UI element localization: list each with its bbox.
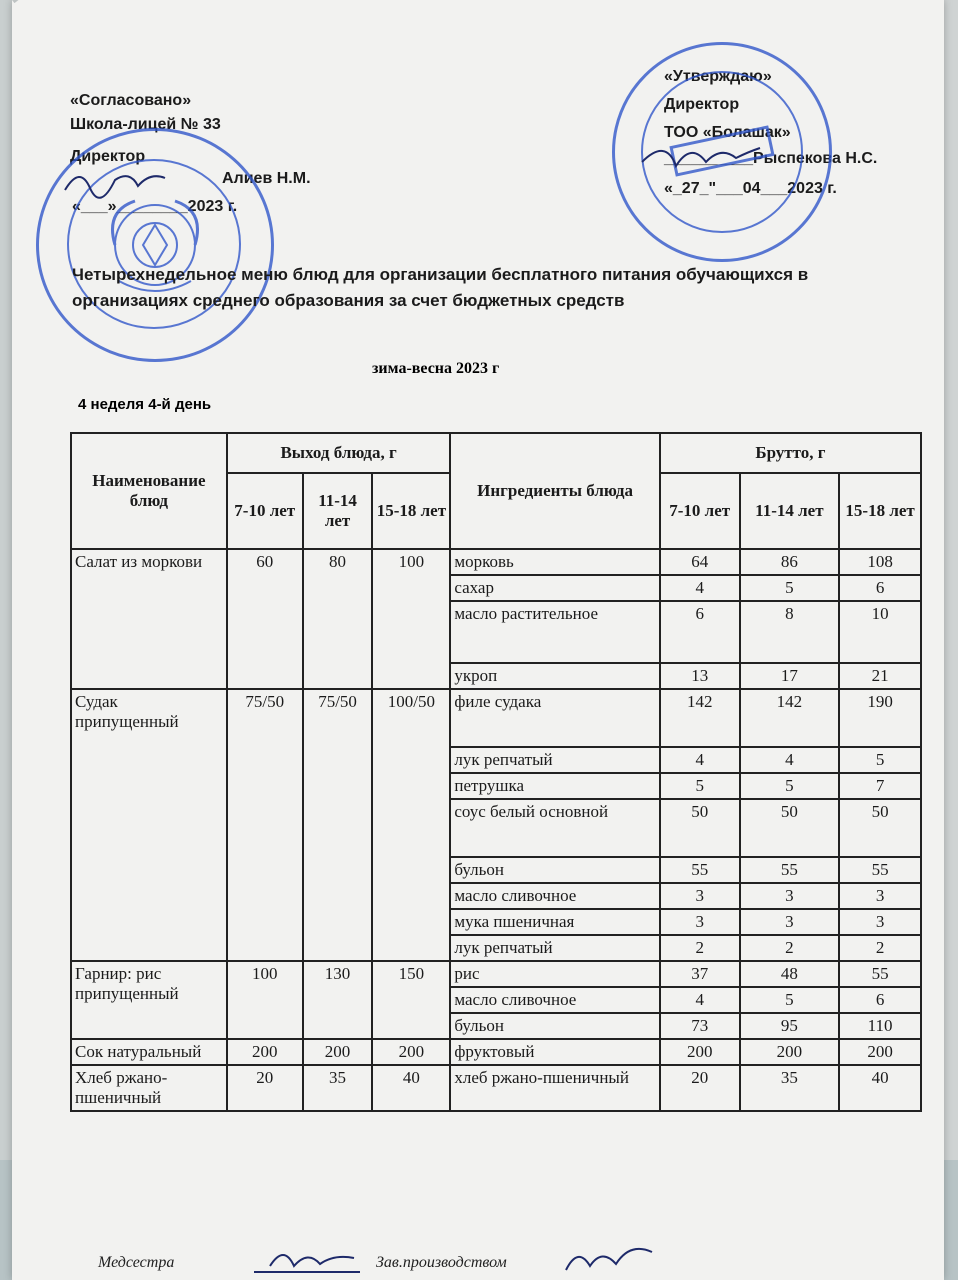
header-age-3: 15-18 лет xyxy=(372,473,450,549)
gross-value-cell: 55 xyxy=(839,857,921,883)
gross-value-cell: 55 xyxy=(660,857,740,883)
gross-value-cell: 50 xyxy=(740,799,840,857)
gross-value-cell: 5 xyxy=(660,773,740,799)
gross-value-cell: 35 xyxy=(740,1065,840,1111)
gross-value-cell: 86 xyxy=(740,549,840,575)
dish-output-cell: 75/50 xyxy=(303,689,373,961)
ingredient-name-cell: лук репчатый xyxy=(450,935,659,961)
dish-output-cell: 130 xyxy=(303,961,373,1039)
dish-output-cell: 75/50 xyxy=(227,689,303,961)
gross-value-cell: 5 xyxy=(839,747,921,773)
dish-output-cell: 200 xyxy=(227,1039,303,1065)
ingredient-name-cell: бульон xyxy=(450,857,659,883)
ingredient-name-cell: хлеб ржано-пшеничный xyxy=(450,1065,659,1111)
dish-name-cell: Салат из моркови xyxy=(71,549,227,689)
gross-value-cell: 40 xyxy=(839,1065,921,1111)
gross-value-cell: 64 xyxy=(660,549,740,575)
dish-output-cell: 150 xyxy=(372,961,450,1039)
gross-value-cell: 200 xyxy=(839,1039,921,1065)
gross-value-cell: 200 xyxy=(740,1039,840,1065)
gross-value-cell: 4 xyxy=(660,747,740,773)
right-signature-icon xyxy=(636,132,766,182)
gross-value-cell: 2 xyxy=(839,935,921,961)
left-director-name: Алиев Н.М. xyxy=(222,170,311,187)
gross-value-cell: 110 xyxy=(839,1013,921,1039)
table-row xyxy=(71,1039,921,1065)
gross-value-cell: 200 xyxy=(660,1039,740,1065)
gross-value-cell: 13 xyxy=(660,663,740,689)
dish-output-cell: 200 xyxy=(303,1039,373,1065)
gross-value-cell: 6 xyxy=(839,575,921,601)
gross-value-cell: 3 xyxy=(839,909,921,935)
gross-value-cell: 3 xyxy=(839,883,921,909)
left-date: «___»________2023 г. xyxy=(72,198,238,215)
gross-value-cell: 20 xyxy=(660,1065,740,1111)
gross-value-cell: 2 xyxy=(740,935,840,961)
dish-output-cell: 100/50 xyxy=(372,689,450,961)
gross-value-cell: 3 xyxy=(740,909,840,935)
left-director-label: Директор xyxy=(70,148,146,165)
ingredient-name-cell: мука пшеничная xyxy=(450,909,659,935)
ingredient-name-cell: укроп xyxy=(450,663,659,689)
gross-value-cell: 6 xyxy=(660,601,740,663)
ingredient-name-cell: масло сливочное xyxy=(450,883,659,909)
gross-value-cell: 50 xyxy=(660,799,740,857)
table-header-row xyxy=(71,433,921,473)
dish-name-cell: Хлеб ржано-пшеничный xyxy=(71,1065,227,1111)
gross-value-cell: 4 xyxy=(660,987,740,1013)
production-label: Зав.производством xyxy=(376,1254,507,1271)
nurse-label: Медсестра xyxy=(98,1254,175,1271)
gross-value-cell: 3 xyxy=(660,883,740,909)
ingredient-name-cell: филе судака xyxy=(450,689,659,747)
gross-value-cell: 48 xyxy=(740,961,840,987)
ingredient-name-cell: масло сливочное xyxy=(450,987,659,1013)
ingredient-name-cell: бульон xyxy=(450,1013,659,1039)
ingredient-name-cell: сахар xyxy=(450,575,659,601)
table-row xyxy=(71,1065,921,1111)
ingredient-name-cell: масло растительное xyxy=(450,601,659,663)
school-label: Школа-лицей № 33 xyxy=(70,116,221,133)
gross-value-cell: 8 xyxy=(740,601,840,663)
agreed-label: «Согласовано» xyxy=(70,92,192,109)
dish-output-cell: 35 xyxy=(303,1065,373,1111)
gross-value-cell: 2 xyxy=(660,935,740,961)
dish-output-cell: 200 xyxy=(372,1039,450,1065)
ingredient-name-cell: соус белый основной xyxy=(450,799,659,857)
season-label: зима-весна 2023 г xyxy=(372,360,500,377)
gross-value-cell: 142 xyxy=(740,689,840,747)
dish-output-cell: 80 xyxy=(303,549,373,689)
right-director-label: Директор xyxy=(664,96,740,113)
header-output: Выход блюда, г xyxy=(227,433,451,473)
nurse-signature-icon xyxy=(250,1236,370,1280)
paper-fold-line xyxy=(12,0,172,3)
ingredient-name-cell: петрушка xyxy=(450,773,659,799)
gross-value-cell: 73 xyxy=(660,1013,740,1039)
dish-name-cell: Судак припущенный xyxy=(71,689,227,961)
gross-value-cell: 6 xyxy=(839,987,921,1013)
header-gross-age-2: 11-14 лет xyxy=(740,473,840,549)
dish-name-cell: Сок натуральный xyxy=(71,1039,227,1065)
header-dish: Наименование блюд xyxy=(71,433,227,549)
right-director-name: __________Рыспекова Н.С. xyxy=(664,150,878,167)
gross-value-cell: 55 xyxy=(839,961,921,987)
gross-value-cell: 4 xyxy=(660,575,740,601)
dish-output-cell: 100 xyxy=(372,549,450,689)
gross-value-cell: 37 xyxy=(660,961,740,987)
ingredient-name-cell: лук репчатый xyxy=(450,747,659,773)
day-label: 4 неделя 4-й день xyxy=(78,396,212,413)
header-ingredients: Ингредиенты блюда xyxy=(450,433,659,549)
ingredient-name-cell: морковь xyxy=(450,549,659,575)
table-row xyxy=(71,689,921,747)
gross-value-cell: 10 xyxy=(839,601,921,663)
gross-value-cell: 4 xyxy=(740,747,840,773)
gross-value-cell: 5 xyxy=(740,575,840,601)
gross-value-cell: 108 xyxy=(839,549,921,575)
production-signature-icon xyxy=(560,1236,660,1280)
gross-value-cell: 142 xyxy=(660,689,740,747)
dish-name-cell: Гарнир: рис припущенный xyxy=(71,961,227,1039)
ingredient-name-cell: фруктовый xyxy=(450,1039,659,1065)
gross-value-cell: 55 xyxy=(740,857,840,883)
gross-value-cell: 50 xyxy=(839,799,921,857)
gross-value-cell: 190 xyxy=(839,689,921,747)
header-gross: Брутто, г xyxy=(660,433,921,473)
header-age-1: 7-10 лет xyxy=(227,473,303,549)
gross-value-cell: 95 xyxy=(740,1013,840,1039)
dish-output-cell: 100 xyxy=(227,961,303,1039)
right-date: «_27_"___04___2023 г. xyxy=(664,180,837,197)
document-title: Четырехнедельное меню блюд для организации бесплатного питания обучающихся в организациях среднего образования за счет бюджетных средств xyxy=(72,265,809,310)
gross-value-cell: 3 xyxy=(660,909,740,935)
table-row xyxy=(71,549,921,575)
header-gross-age-3: 15-18 лет xyxy=(839,473,921,549)
table-row xyxy=(71,961,921,987)
gross-value-cell: 3 xyxy=(740,883,840,909)
dish-output-cell: 60 xyxy=(227,549,303,689)
gross-value-cell: 5 xyxy=(740,987,840,1013)
gross-value-cell: 5 xyxy=(740,773,840,799)
gross-value-cell: 17 xyxy=(740,663,840,689)
left-signature-icon xyxy=(60,160,170,200)
header-age-2: 11-14 лет xyxy=(303,473,373,549)
ingredient-name-cell: рис xyxy=(450,961,659,987)
dish-output-cell: 40 xyxy=(372,1065,450,1111)
approve-label: «Утверждаю» xyxy=(664,68,772,85)
header-gross-age-1: 7-10 лет xyxy=(660,473,740,549)
gross-value-cell: 7 xyxy=(839,773,921,799)
gross-value-cell: 21 xyxy=(839,663,921,689)
dish-output-cell: 20 xyxy=(227,1065,303,1111)
menu-table xyxy=(70,432,922,1112)
company-label: ТОО «Болашак» xyxy=(664,124,791,141)
